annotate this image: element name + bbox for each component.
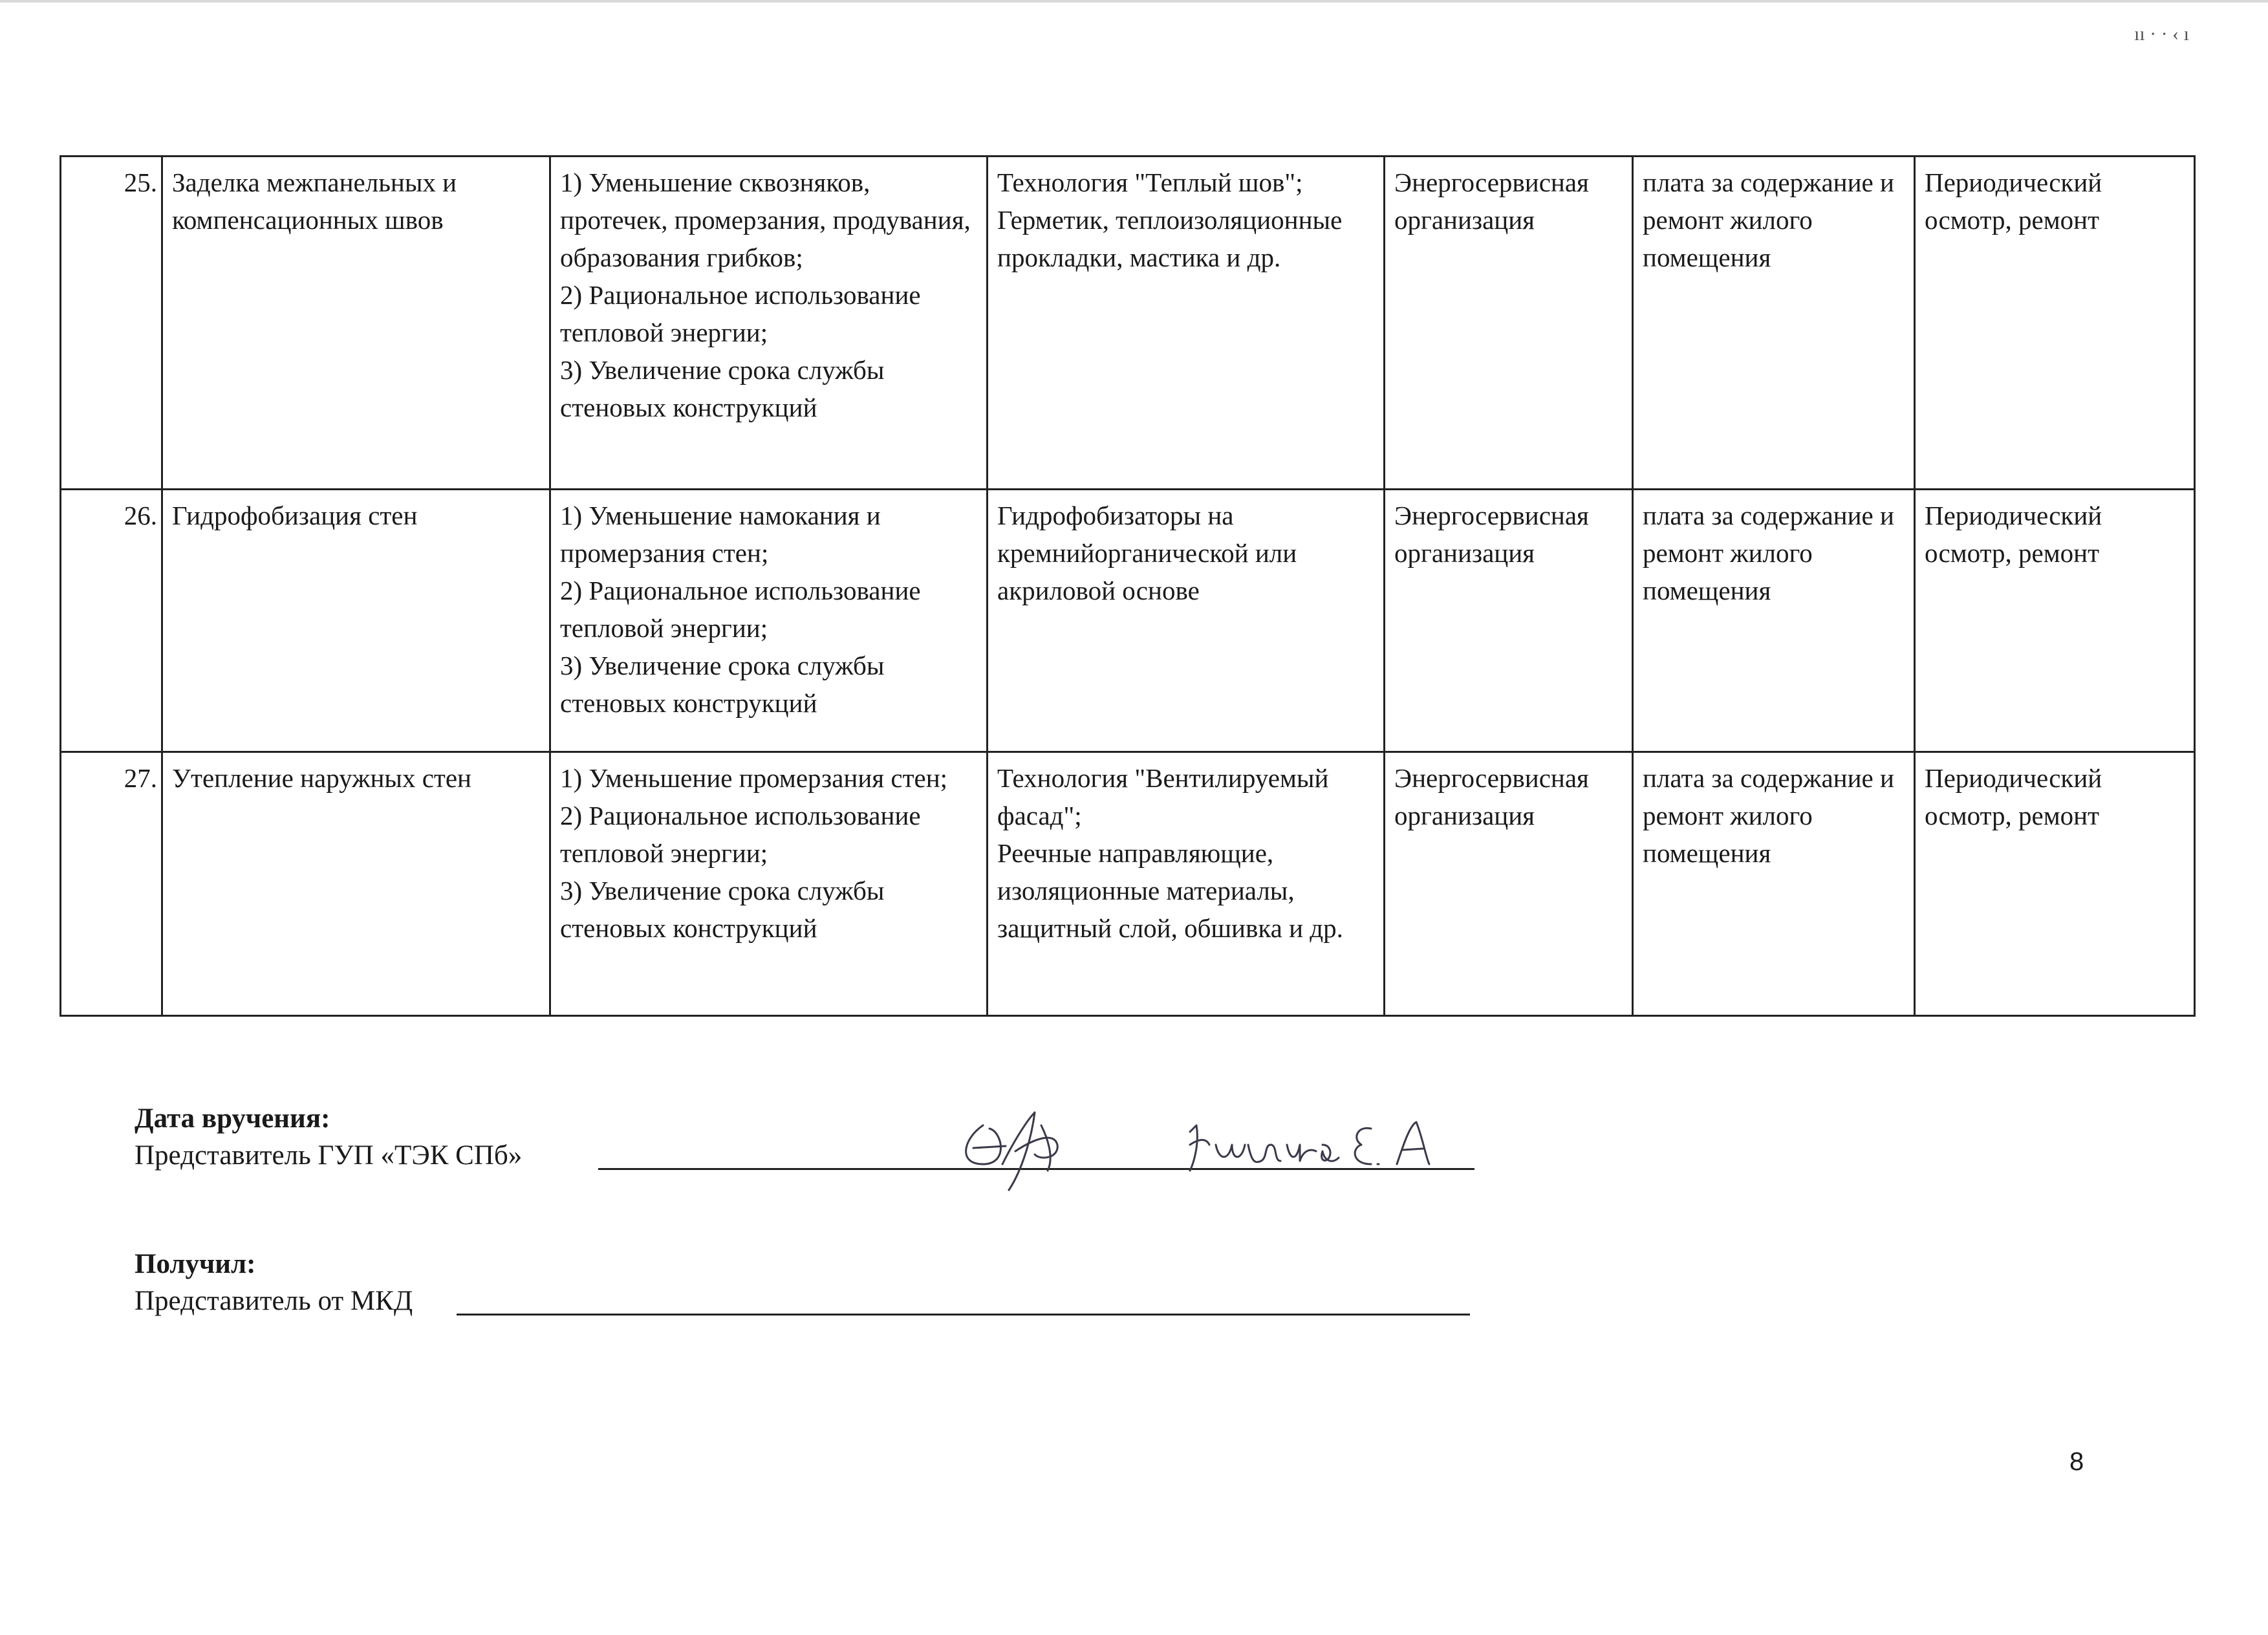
technology-cell: Технология "Теплый шов"; Герметик, теплоизоляционные прокладки, мастика и др. — [988, 157, 1385, 490]
executor-cell: Энергосервисная организация — [1385, 157, 1633, 490]
control-cell: Периодический осмотр, ремонт — [1915, 157, 2195, 490]
measure-cell: Утепление наружных стен — [162, 752, 550, 1016]
funding-cell: плата за содержание и ремонт жилого помещения — [1633, 752, 1915, 1016]
table-row — [61, 157, 2195, 490]
mkd-representative-label: Представитель от МКД — [135, 1286, 413, 1316]
page-number: 8 — [2069, 1447, 2084, 1476]
page-top-edge — [0, 0, 2268, 3]
table-row — [61, 490, 2195, 752]
measure-cell: Гидрофобизация стен — [162, 490, 550, 752]
scan-speck: ıı · · ‹ ı — [2134, 23, 2189, 45]
row-number: 25. — [61, 157, 162, 490]
technology-cell: Технология "Вентилируемый фасад"; Реечные направляющие, изоляционные материалы, защитный слой, обшивка и др. — [988, 752, 1385, 1016]
table-row — [61, 752, 2195, 1016]
control-cell: Периодический осмотр, ремонт — [1915, 752, 2195, 1016]
effect-cell: 1) Уменьшение сквозняков, протечек, промерзания, продувания, образования грибков; 2) Рациональное использование тепловой энергии; 3) Увеличение срока службы стеновых конструкций — [550, 157, 988, 490]
effect-cell: 1) Уменьшение промерзания стен; 2) Рациональное использование тепловой энергии; 3) Увеличение срока службы стеновых конструкций — [550, 752, 988, 1016]
measures-table — [59, 155, 2196, 1017]
control-cell: Периодический осмотр, ремонт — [1915, 490, 2195, 752]
executor-cell: Энергосервисная организация — [1385, 490, 1633, 752]
technology-cell: Гидрофобизаторы на кремнийорганической или акриловой основе — [988, 490, 1385, 752]
funding-cell: плата за содержание и ремонт жилого помещения — [1633, 490, 1915, 752]
received-label: Получил: — [135, 1249, 256, 1279]
measure-cell: Заделка межпанельных и компенсационных швов — [162, 157, 550, 490]
handwritten-signature — [944, 1099, 1487, 1196]
effect-cell: 1) Уменьшение намокания и промерзания стен; 2) Рациональное использование тепловой энергии; 3) Увеличение срока службы стеновых конструкций — [550, 490, 988, 752]
funding-cell: плата за содержание и ремонт жилого помещения — [1633, 157, 1915, 490]
gup-representative-label: Представитель ГУП «ТЭК СПб» — [135, 1140, 523, 1171]
row-number: 26. — [61, 490, 162, 752]
executor-cell: Энергосервисная организация — [1385, 752, 1633, 1016]
mkd-signature-line — [457, 1314, 1470, 1316]
delivery-date-label: Дата вручения: — [135, 1103, 330, 1134]
row-number: 27. — [61, 752, 162, 1016]
